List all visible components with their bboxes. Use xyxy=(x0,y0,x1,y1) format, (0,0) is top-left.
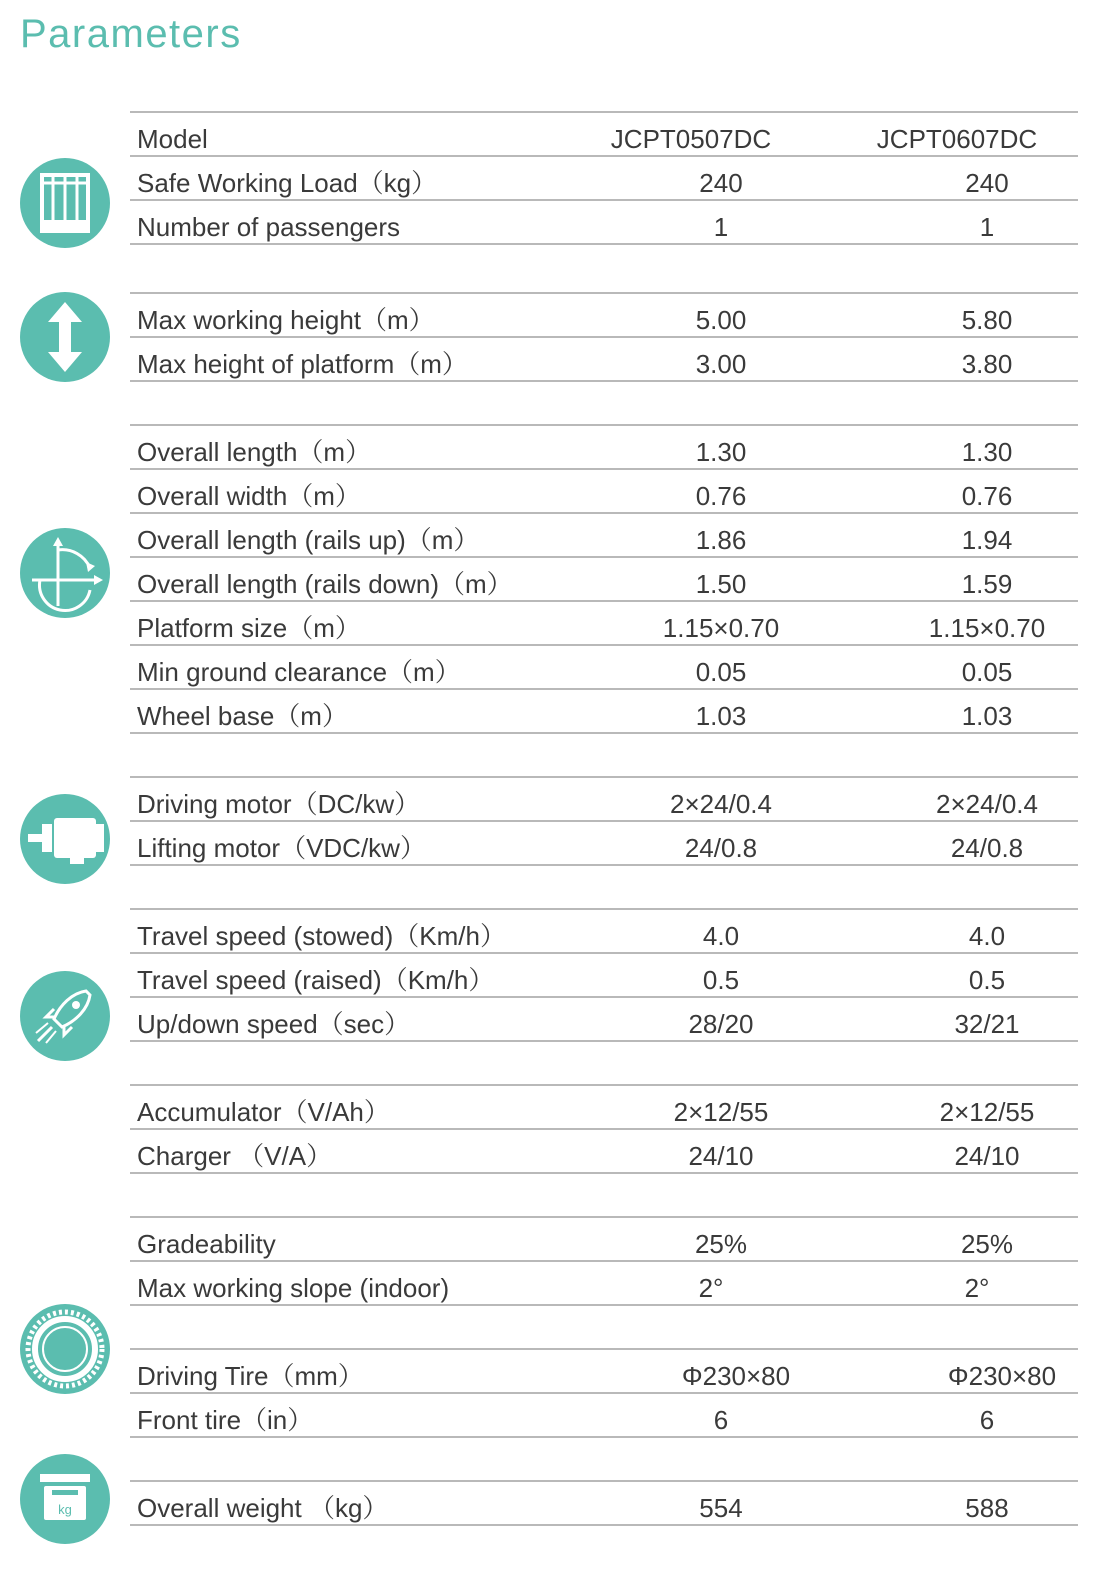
spec-label: Overall width（m） xyxy=(137,481,361,511)
spec-value-1: 6 xyxy=(713,1405,729,1435)
spec-value-1: 25% xyxy=(694,1229,748,1259)
spec-value-2: 240 xyxy=(965,168,1009,198)
spec-group-weight xyxy=(130,1480,1078,1526)
spec-group-power xyxy=(130,1084,1078,1174)
spec-label: Driving Tire（mm） xyxy=(137,1361,364,1391)
table-row xyxy=(130,1218,1078,1262)
platform-rails-icon xyxy=(20,158,110,248)
spec-value-2: 6 xyxy=(979,1405,995,1435)
spec-value-2: 2° xyxy=(964,1273,990,1303)
spec-value-1: 3.00 xyxy=(695,349,747,379)
spec-value-2: 5.80 xyxy=(961,305,1013,335)
spec-value-1: 24/10 xyxy=(688,1141,754,1171)
spec-value-1: 4.0 xyxy=(702,921,740,951)
spec-value-1: 1.86 xyxy=(695,525,747,555)
spec-value-2: 1.03 xyxy=(961,701,1013,731)
table-header-row xyxy=(130,113,1078,157)
spec-value-2: 2×24/0.4 xyxy=(936,789,1038,819)
spec-value-1: 2×12/55 xyxy=(673,1097,769,1127)
spec-value-1: 2×24/0.4 xyxy=(670,789,772,819)
table-row xyxy=(130,426,1078,470)
spec-value-2: 588 xyxy=(965,1493,1009,1523)
spec-value-1: 0.5 xyxy=(702,965,740,995)
table-row xyxy=(130,514,1078,558)
spec-group-motors xyxy=(130,776,1078,866)
table-row xyxy=(130,602,1078,646)
spec-value-1: 1.03 xyxy=(695,701,747,731)
spec-label: Gradeability xyxy=(137,1229,276,1259)
spec-value-2: 4.0 xyxy=(968,921,1006,951)
spec-label: Up/down speed（sec） xyxy=(137,1009,411,1039)
table-row xyxy=(130,470,1078,514)
table-row xyxy=(130,157,1078,201)
spec-value-1: 2° xyxy=(698,1273,724,1303)
spec-value-2: Φ230×80 xyxy=(947,1361,1057,1391)
spec-label: Wheel base（m） xyxy=(137,701,348,731)
table-row xyxy=(130,1262,1078,1306)
spec-value-2: 1.30 xyxy=(961,437,1013,467)
table-row xyxy=(130,954,1078,998)
spec-label: Overall length (rails down)（m） xyxy=(137,569,513,599)
spec-value-2: 24/10 xyxy=(954,1141,1020,1171)
spec-value-1: 0.05 xyxy=(695,657,747,687)
spec-label: Number of passengers xyxy=(137,212,401,242)
spec-label: Travel speed (raised)（Km/h） xyxy=(137,965,495,995)
spec-group-capacity xyxy=(130,111,1078,245)
table-row xyxy=(130,646,1078,690)
table-row xyxy=(130,1350,1078,1394)
table-row xyxy=(130,558,1078,602)
spec-group-speed xyxy=(130,908,1078,1042)
table-row xyxy=(130,1482,1078,1526)
spec-label: Overall weight （kg） xyxy=(137,1493,389,1523)
spec-value-1: 240 xyxy=(699,168,743,198)
spec-label: Overall length (rails up)（m） xyxy=(137,525,480,555)
spec-value-1: 1 xyxy=(713,212,729,242)
spec-label: Max working slope (indoor) xyxy=(137,1273,450,1303)
table-row xyxy=(130,1130,1078,1174)
spec-label: Overall length（m） xyxy=(137,437,372,467)
spec-value-1: 1.15×0.70 xyxy=(662,613,780,643)
tire-icon xyxy=(20,1304,110,1394)
table-row xyxy=(130,1394,1078,1438)
spec-value-2: 32/21 xyxy=(954,1009,1020,1039)
spec-value-2: 0.05 xyxy=(961,657,1013,687)
spec-group-height xyxy=(130,292,1078,382)
spec-value-2: 0.5 xyxy=(968,965,1006,995)
spec-value-2: 1 xyxy=(979,212,995,242)
spec-value-1: 0.76 xyxy=(695,481,747,511)
spec-label: Travel speed (stowed)（Km/h） xyxy=(137,921,506,951)
spec-value-2: 1.94 xyxy=(961,525,1013,555)
table-row xyxy=(130,201,1078,245)
spec-value-2: 24/0.8 xyxy=(950,833,1024,863)
header-model-2: JCPT0607DC xyxy=(876,124,1038,154)
spec-label: Max working height（m） xyxy=(137,305,435,335)
table-row xyxy=(130,822,1078,866)
spec-label: Max height of platform（m） xyxy=(137,349,468,379)
spec-value-2: 1.15×0.70 xyxy=(928,613,1046,643)
spec-value-2: 3.80 xyxy=(961,349,1013,379)
header-model-1: JCPT0507DC xyxy=(610,124,772,154)
page-title: Parameters xyxy=(20,12,242,56)
spec-group-dimensions xyxy=(130,424,1078,734)
spec-label: Min ground clearance（m） xyxy=(137,657,461,687)
spec-value-1: Φ230×80 xyxy=(681,1361,791,1391)
spec-value-1: 1.30 xyxy=(695,437,747,467)
table-row xyxy=(130,1086,1078,1130)
table-row xyxy=(130,338,1078,382)
table-row xyxy=(130,998,1078,1042)
spec-value-2: 25% xyxy=(960,1229,1014,1259)
header-model-label: Model xyxy=(137,124,208,154)
spec-group-slope xyxy=(130,1216,1078,1306)
spec-label: Platform size（m） xyxy=(137,613,361,643)
spec-label: Charger （V/A） xyxy=(137,1141,333,1171)
spec-value-1: 554 xyxy=(699,1493,743,1523)
spec-value-1: 24/0.8 xyxy=(684,833,758,863)
spec-value-1: 28/20 xyxy=(688,1009,754,1039)
spec-value-1: 1.50 xyxy=(695,569,747,599)
weight-icon xyxy=(20,1454,110,1544)
spec-value-1: 5.00 xyxy=(695,305,747,335)
rocket-icon xyxy=(20,971,110,1061)
spec-value-2: 2×12/55 xyxy=(939,1097,1035,1127)
spec-value-2: 0.76 xyxy=(961,481,1013,511)
motor-icon xyxy=(20,794,110,884)
spec-group-tires xyxy=(130,1348,1078,1438)
spec-label: Front tire（in） xyxy=(137,1405,314,1435)
table-row xyxy=(130,778,1078,822)
spec-label: Accumulator（V/Ah） xyxy=(137,1097,390,1127)
vertical-arrow-icon xyxy=(20,292,110,382)
spec-value-2: 1.59 xyxy=(961,569,1013,599)
table-row xyxy=(130,294,1078,338)
spec-label: Driving motor（DC/kw） xyxy=(137,789,421,819)
spec-label: Safe Working Load（kg） xyxy=(137,168,438,198)
weight-icon-text: kg xyxy=(58,1502,72,1517)
table-row xyxy=(130,910,1078,954)
spec-label: Lifting motor（VDC/kw） xyxy=(137,833,426,863)
dimensions-axes-icon xyxy=(20,528,110,618)
table-row xyxy=(130,690,1078,734)
